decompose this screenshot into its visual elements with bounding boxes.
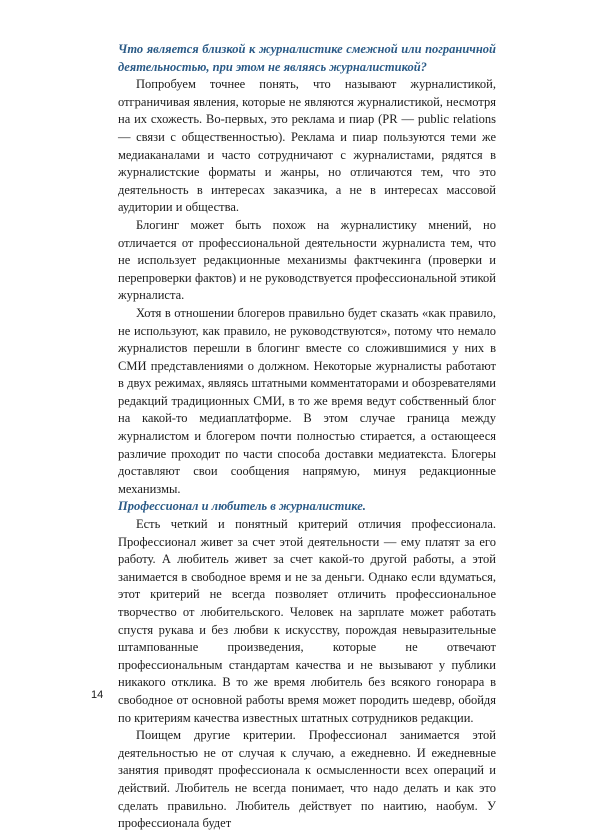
section-heading-professional-amateur: Профессионал и любитель в журналистике. — [118, 499, 366, 514]
paragraph-blogging: Блогинг может быть похож на журналистику мнений, но отличается от профессиональной деятельности журналиста тем, что не использует редакционные механизмы фактчекинга (проверки и перепроверки фактов) и не руководствуется профессиональной этикой журналиста. — [118, 217, 496, 303]
paragraph-criterion-payment: Есть четкий и понятный критерий отличия профессионала. Профессионал живет за счет этой деятельности — ему платят за его работу. А любитель живет за счет какой-то другой работы, а этой занимается в свободное время и не за деньги. Однако если вдуматься, этот критерий не всегда позволяет отличить профессиональное творчество от любительского. Человек на зарплате может работать спустя рукава и без любви к искусству, порождая невыразительные штампованные произведения, которые не отвечают профессиональным стандартам качества и не вызывают у публики никакого отклика. В то же время любитель без всякого гонорара в свободное от основной работы время может породить шедевр, обойдя по критериям качества известных штатных сотрудников редакции. — [118, 517, 496, 725]
paragraph-bloggers-journalists: Хотя в отношении блогеров правильно будет сказать «как правило, не используют, как правило, не руководствуются», потому что немало журналистов перешли в блогинг вместе со сложившимися у них в СМИ представлениями о должном. Некоторые журналисты работают в двух режимах, являясь штатными комментаторами и обозревателями редакций традиционных СМИ, в то же время ведут собственный блог на какой-то медиаплатформе. В этом случае граница между журналистом и блогером почти полностью стирается, а остающееся различие проходит по части способа доставки медиатекста. Блогеры доставляют свои сообщения напрямую, минуя редакционные механизмы. — [118, 305, 496, 496]
page-number: 14 — [91, 689, 104, 701]
section-heading-related-activities: Что является близкой к журналистике смежной или пограничной деятельностью, при этом не являясь журналистикой? — [118, 42, 496, 74]
paragraph-ads-pr: Попробуем точнее понять, что называют журналистикой, отграничивая явления, которые не являются журналистикой, несмотря на их схожесть. Во-первых, это реклама и пиар (PR — public relations — связи с общественностью). Реклама и пиар пользуются теми же медиаканалами и часто сотрудничают с журналистами, рядятся в журналистские форматы и жанры, но отличаются тем, что это деятельность в интересах заказчика, а не в интересах массовой аудитории и общества. — [118, 77, 496, 215]
paragraph-other-criteria: Поищем другие критерии. Профессионал занимается этой деятельностью не от случая к случаю, а ежедневно. И ежедневные занятия приводят профессионала к осмысленности всех операций и действий. Любитель не всегда понимает, что надо делать и как это сделать правильно. Любитель действует по наитию, наобум. У профессионала будет — [118, 728, 496, 831]
page-body — [118, 41, 496, 833]
